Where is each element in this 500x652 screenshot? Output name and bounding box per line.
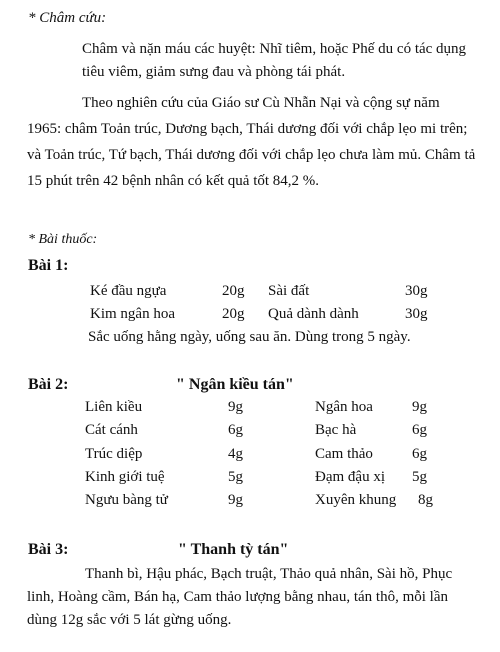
remedy-2-herb: Cam thảo <box>315 446 373 462</box>
remedy-1-herb: Quả dành dành <box>268 306 359 322</box>
remedy-1-note: Sắc uống hằng ngày, uống sau ăn. Dùng trong 5 ngày. <box>88 329 411 345</box>
remedy-1-herb: Ké đầu ngựa <box>90 283 167 299</box>
remedy-2-title: " Ngân kiều tán" <box>176 376 294 393</box>
paragraph-cham-cuu-1: Châm và nặn máu các huyệt: Nhĩ tiêm, hoặc Phế du có tác dụng tiêu viêm, giảm sưng đau và phòng tái phát. <box>82 41 467 80</box>
remedy-2-herb: Bạc hà <box>315 422 357 438</box>
remedy-1-herb: Sài đất <box>268 283 310 299</box>
remedy-3-text: Thanh bì, Hậu phác, Bạch truật, Thảo quả nhân, Sài hồ, Phục linh, Hoàng cầm, Bán hạ, Cam thảo lượng bằng nhau, tán thô, mỗi lần dùng 12g sắc với 5 lát gừng uống. <box>27 566 453 628</box>
remedy-2-dose: 9g <box>228 399 243 415</box>
remedy-2-dose: 9g <box>228 492 243 508</box>
remedy-2-herb: Cát cánh <box>85 422 138 438</box>
remedy-2-dose: 5g <box>412 469 427 485</box>
remedy-2-herb: Ngân hoa <box>315 399 373 415</box>
remedy-2-dose: 6g <box>412 446 427 462</box>
remedy-2-herb: Liên kiều <box>85 399 143 415</box>
remedy-2-herb: Ngưu bàng tử <box>85 492 168 508</box>
remedy-1-dose: 20g <box>222 306 245 322</box>
remedy-2-dose: 9g <box>412 399 427 415</box>
remedy-2-dose: 6g <box>412 422 427 438</box>
remedy-2-herb: Kinh giới tuệ <box>85 469 165 485</box>
remedy-2-label: Bài 2: <box>28 376 69 393</box>
remedy-2-dose: 6g <box>228 422 243 438</box>
remedy-1-label: Bài 1: <box>28 257 69 274</box>
remedy-3-label: Bài 3: <box>28 541 69 558</box>
section-heading-cham-cuu: * Châm cứu: <box>28 10 107 26</box>
remedy-1-herb: Kim ngân hoa <box>90 306 175 322</box>
remedy-2-herb: Xuyên khung <box>315 492 397 508</box>
section-heading-bai-thuoc: * Bài thuốc: <box>28 232 98 247</box>
remedy-2-dose: 4g <box>228 446 243 462</box>
remedy-3-title: " Thanh tỳ tán" <box>178 541 289 558</box>
paragraph-cham-cuu-2: Theo nghiên cứu của Giáo sư Cù Nhẫn Nại và cộng sự năm 1965: châm Toản trúc, Dương bạch, Thái dương đối với chắp lẹo mi trên; và Toản trúc, Tứ bạch, Thái dương đối với chắp lẹo chưa làm mủ. Châm tả 15 phút trên 42 bệnh nhân có kết quả tốt 84,2 %. <box>27 95 476 189</box>
remedy-2-dose: 5g <box>228 469 243 485</box>
remedy-2-herb: Đạm đậu xị <box>315 469 385 485</box>
remedy-1-dose: 20g <box>222 283 245 299</box>
remedy-2-herb: Trúc diệp <box>85 446 143 462</box>
remedy-1-dose: 30g <box>405 283 428 299</box>
remedy-1-dose: 30g <box>405 306 428 322</box>
remedy-2-dose: 8g <box>418 492 433 508</box>
